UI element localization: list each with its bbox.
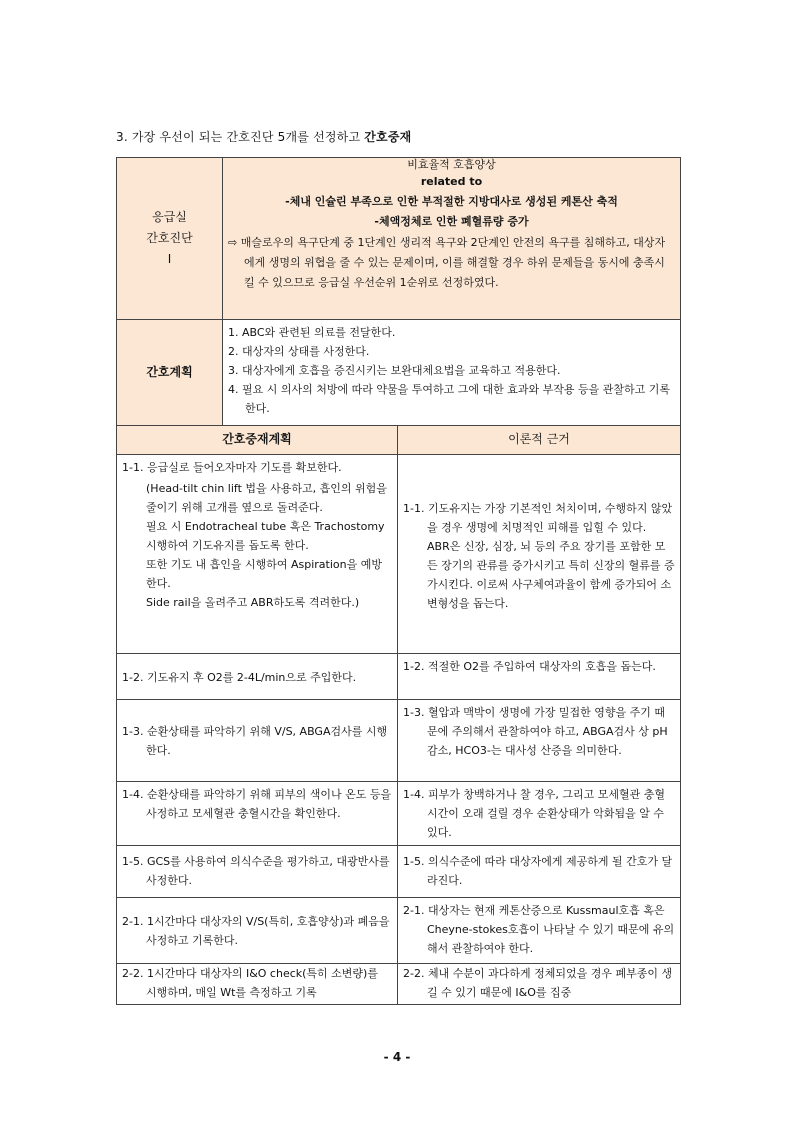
intervention-text: 1-4. 순환상태를 파악하기 위해 피부의 색이나 온도 등을 사정하고 모세혈관 충혈시간을 확인한다.: [122, 788, 392, 820]
rationale-text: 2-1. 대상자는 현재 케톤산증으로 Kussmaul호흡 혹은 Cheyne-stokes호흡이 나타날 수 있기 때문에 유의해서 관찰하여야 한다.: [403, 904, 675, 955]
rationale-cell: [398, 846, 681, 898]
intervention-sub-text: 필요 시 Endotracheal tube 혹은 Trachostomy 시행하여 기도유지를 돕도록 한다.: [146, 520, 385, 552]
diagnosis-cause-1: -체내 인슐린 부족으로 인한 부적절한 지방대사로 생성된 케톤산 축적: [285, 195, 618, 208]
table-row: [117, 782, 681, 846]
diagnosis-related: related to: [420, 175, 483, 188]
plan-item: 4. 필요 시 의사의 처방에 따라 약물을 투여하고 그에 대한 효과와 부작용 등을 관찰하고 기록한다.: [228, 383, 670, 415]
intervention-column-header: 간호중재계획: [117, 426, 398, 455]
plan-item: 1. ABC와 관련된 의료를 전달한다.: [228, 326, 396, 339]
table-row: [117, 654, 681, 700]
table-row: [117, 964, 681, 1005]
table-row: [117, 898, 681, 964]
table-row: [117, 700, 681, 782]
nursing-care-table: [116, 157, 681, 1005]
intervention-cell: [117, 654, 398, 700]
intervention-cell: [117, 700, 398, 782]
intervention-cell: [117, 782, 398, 846]
diagnosis-row: [117, 158, 681, 320]
diagnosis-title: 비효율적 호흡양상: [407, 158, 496, 171]
intervention-text: 1-3. 순환상태를 파악하기 위해 V/S, ABGA검사를 시행한다.: [122, 725, 388, 757]
intervention-cell: [117, 898, 398, 964]
table-row: [117, 846, 681, 898]
rationale-cell: [398, 455, 681, 654]
rationale-text: 1-1. 기도유지는 가장 기본적인 처치이며, 수행하지 않았을 경우 생명에 치명적인 피해를 입힐 수 있다.: [403, 501, 673, 534]
plan-list: [228, 323, 675, 418]
intervention-cell: [117, 455, 398, 654]
rationale-cell: [398, 898, 681, 964]
intervention-sub-text: (Head-tilt chin lift 법을 사용하고, 흡인의 위험을 줄이기 위해 고개를 옆으로 돌려준다.: [146, 482, 387, 514]
diagnosis-cause-2: -체액정체로 인한 폐혈류량 증가: [374, 215, 529, 228]
rationale-text: 1-3. 혈압과 맥박이 생명에 가장 밀접한 영향을 주기 때문에 주의해서 관찰하여야 하고, ABGA검사 상 pH감소, HCO3-는 대사성 산증을 의미한다.: [403, 706, 668, 757]
section-heading-bold: 간호중재: [364, 130, 412, 144]
column-header-row: [117, 426, 681, 455]
plan-content-cell: [223, 320, 681, 426]
diagnosis-label-line2: 간호진단: [146, 231, 193, 245]
intervention-text: 2-2. 1시간마다 대상자의 I&O check(특히 소변량)를 시행하며, 매일 Wt를 측정하고 기록: [122, 967, 378, 999]
page-number: - 4 -: [383, 1050, 411, 1064]
rationale-text: 2-2. 체내 수분이 과다하게 정체되었을 경우 폐부종이 생길 수 있기 때문에 I&O를 집중: [403, 967, 673, 999]
table-row: [117, 455, 681, 654]
intervention-text: 1-2. 기도유지 후 O2를 2-4L/min으로 주입한다.: [122, 670, 357, 684]
rationale-cell: [398, 964, 681, 1005]
diagnosis-content-cell: [223, 158, 681, 320]
diagnosis-rationale: ⇨ 매슬로우의 욕구단계 중 1단계인 생리적 욕구와 2단계인 안전의 욕구를 침해하고, 대상자에게 생명의 위협을 줄 수 있는 문제이며, 이를 해결할 경우 하위 문제들을 동시에 충족시킬 수 있으므로 응급실 우선순위 1순위로 선정하였다.: [228, 236, 666, 289]
plan-label: 간호계획: [146, 365, 193, 379]
plan-label-cell: [117, 320, 223, 426]
intervention-sub-text: 또한 기도 내 흡인을 시행하여 Aspiration을 예방한다.: [146, 558, 382, 590]
intervention-cell: [117, 846, 398, 898]
intervention-text: 1-5. GCS를 사용하여 의식수준을 평가하고, 대광반사를 사정한다.: [122, 855, 390, 887]
rationale-column-header: 이론적 근거: [398, 426, 681, 455]
rationale-sub-text: ABR은 신장, 심장, 뇌 등의 주요 장기를 포함한 모든 장기의 관류를 증가시키고 특히 신장의 혈류를 증가시킨다. 이로써 사구체여과율이 함께 증가되어 소변형성을 돕는다.: [427, 539, 675, 610]
rationale-cell: [398, 700, 681, 782]
rationale-cell: [398, 782, 681, 846]
intervention-sub-text: Side rail을 올려주고 ABR하도록 격려한다.): [146, 596, 360, 609]
intervention-text: 2-1. 1시간마다 대상자의 V/S(특히, 호흡양상)과 폐음을 사정하고 기록한다.: [122, 915, 390, 947]
rationale-text: 1-2. 적절한 O2를 주입하여 대상자의 호흡을 돕는다.: [403, 660, 656, 673]
diagnosis-label-line3: I: [167, 252, 172, 266]
section-heading: [116, 128, 411, 145]
diagnosis-label-cell: [117, 158, 223, 320]
diagnosis-label-line1: 응급실: [152, 210, 187, 224]
section-heading-prefix: 3. 가장 우선이 되는 간호진단 5개를 선정하고: [116, 130, 365, 144]
intervention-cell: [117, 964, 398, 1005]
plan-item: 2. 대상자의 상태를 사정한다.: [228, 345, 370, 358]
rationale-cell: [398, 654, 681, 700]
plan-row: [117, 320, 681, 426]
intervention-text: 1-1. 응급실로 들어오자마자 기도를 확보한다.: [122, 461, 342, 474]
rationale-text: 1-4. 피부가 창백하거나 찰 경우, 그리고 모세혈관 충혈시간이 오래 걸릴 경우 순환상태가 악화됨을 알 수 있다.: [403, 788, 665, 839]
rationale-text: 1-5. 의식수준에 따라 대상자에게 제공하게 될 간호가 달라진다.: [403, 855, 673, 887]
plan-item: 3. 대상자에게 호흡을 증진시키는 보완대체요법을 교육하고 적용한다.: [228, 364, 561, 377]
